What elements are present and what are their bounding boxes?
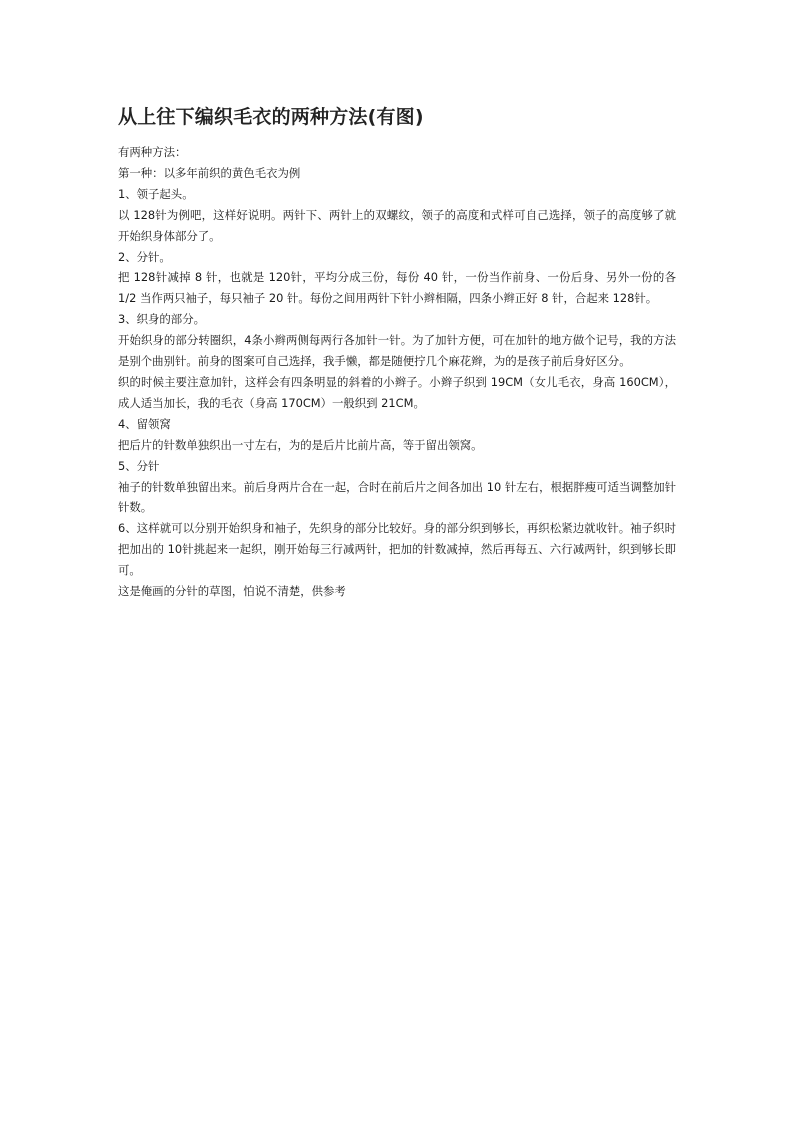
heading-step-5: 5、分针 — [118, 458, 160, 473]
paragraph-intro: 有两种方法： — [118, 145, 187, 159]
heading-step-4: 4、留领窝 — [118, 416, 171, 431]
heading-step-1: 1、领子起头。 — [118, 186, 194, 201]
paragraph-sketch-note: 这是俺画的分针的草图，怕说不清楚，供参考 — [118, 584, 346, 599]
paragraph-step-4: 把后片的针数单独织出一寸左右，为的是后片比前片高，等于留出领窝。 — [118, 437, 483, 452]
paragraph-step-6: 6、这样就可以分别开始织身和袖子，先织身的部分比较好。身的部分织到够长，再织松紧边就收针。袖子织时把加出的 10针挑起来一起织，刚开始每三行减两针，把加的针数减掉，然后再每五、六行减两针，织到够长即可。 — [118, 521, 676, 578]
paragraph-method-one: 第一种：以多年前织的黄色毛衣为例 — [118, 165, 301, 180]
paragraph-step-1: 以 128针为例吧，这样好说明。两针下、两针上的双螺纹，领子的高度和式样可自己选择，领子的高度够了就开始织身体部分了。 — [118, 207, 676, 243]
heading-step-2: 2、分针。 — [118, 249, 171, 264]
paragraph-step-5: 袖子的针数单独留出来。前后身两片合在一起，合时在前后片之间各加出 10 针左右，根据胖瘦可适当调整加针针数。 — [118, 479, 676, 515]
document-title: 从上往下编织毛衣的两种方法(有图) — [118, 106, 424, 128]
paragraph-step-3b: 织的时候主要注意加针，这样会有四条明显的斜着的小辫子。小辫子织到 19CM（女儿毛衣，身高 160CM），成人适当加长，我的毛衣（身高 170CM）一般织到 21CM。 — [118, 374, 676, 410]
paragraph-step-2: 把 128针减掉 8 针，也就是 120针，平均分成三份，每份 40 针，一份当作前身、一份后身、另外一份的各 1/2 当作两只袖子，每只袖子 20 针。每份之间用两针下针小辫相隔，四条小辫正好 8 针，合起来 128针。 — [118, 270, 676, 306]
document-page — [118, 104, 676, 602]
heading-step-3: 3、织身的部分。 — [118, 312, 205, 327]
paragraph-step-3a: 开始织身的部分转圈织，4条小辫两侧每两行各加针一针。为了加针方便，可在加针的地方做个记号，我的方法是别个曲别针。前身的图案可自己选择，我手懒，都是随便拧几个麻花辫，为的是孩子前后身好区分。 — [118, 333, 676, 369]
